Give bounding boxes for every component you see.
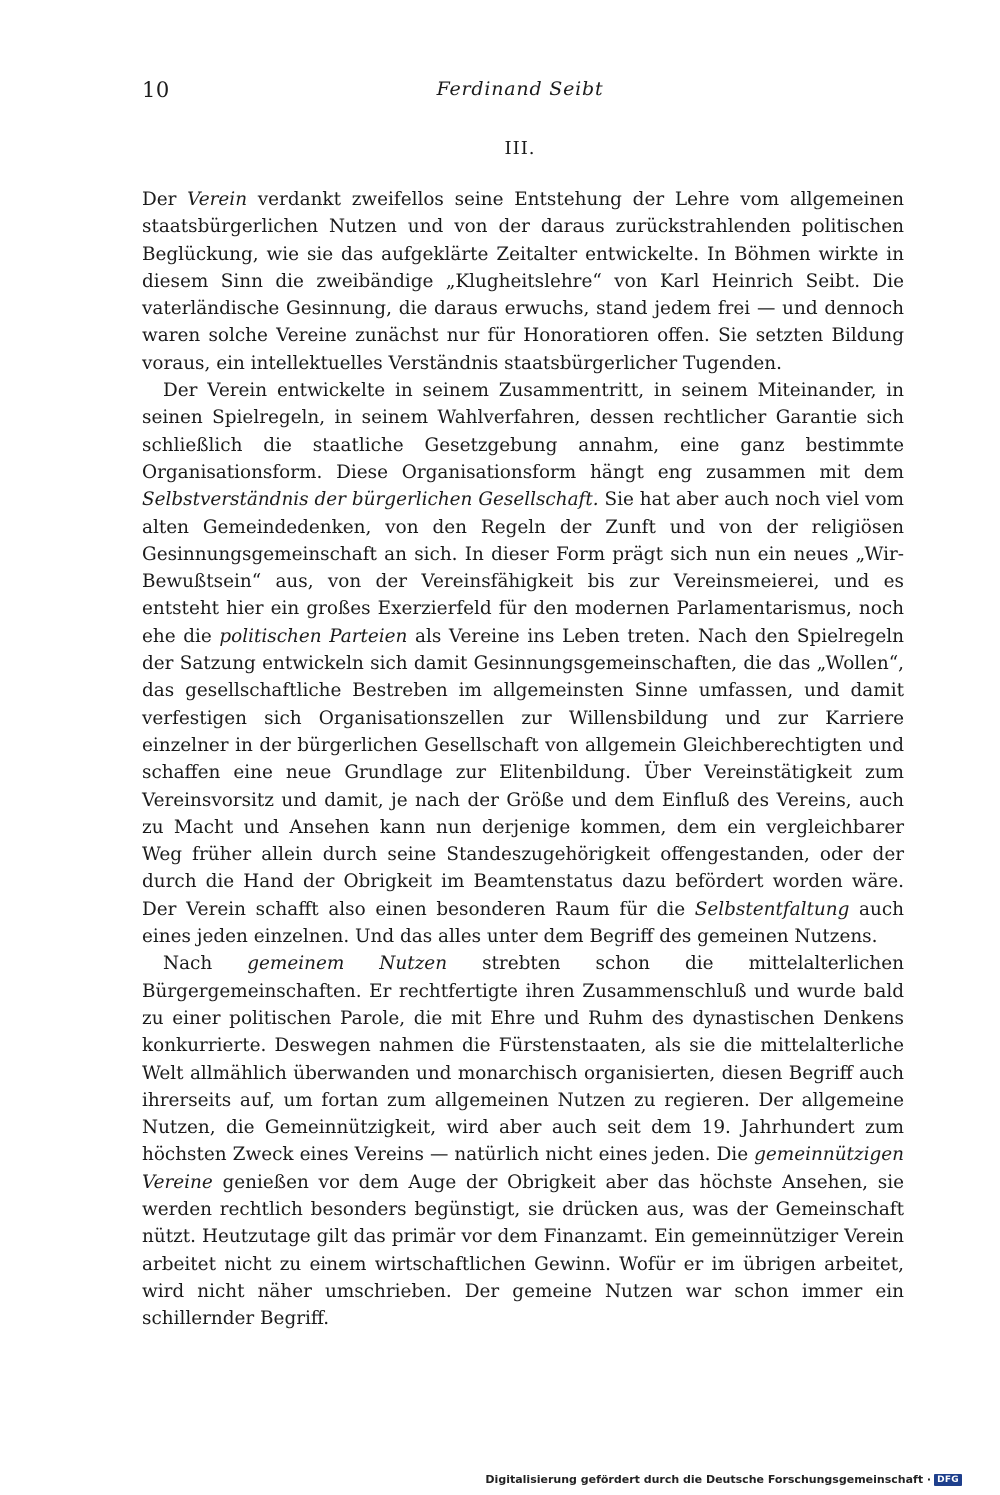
footer-credit-text: Digitalisierung gefördert durch die Deutsche Forschungsgemeinschaft · bbox=[485, 1473, 932, 1486]
body-text bbox=[142, 186, 904, 1332]
paragraph bbox=[142, 186, 904, 377]
text-run: als Vereine ins Leben treten. Nach den Spielregeln der Satzung entwickeln sich damit Gesinnungsgemeinschaften, die das „Wollen“, das gesellschaftliche Bestreben im allgemeinsten Sinne umfassen, und damit verfestigen sich Organisationszellen zur Willensbildung und zur Karriere einzelner in der bürgerlichen Gesellschaft von allgemein Gleichberechtigten und schaffen eine neue Grundlage zur Elitenbildung. Über Vereinstätigkeit zum Vereinsvorsitz und damit, je nach der Größe und dem Einfluß des Vereins, auch zu Macht und Ansehen kann nun derjenige kommen, dem ein vergleichbarer Weg früher allein durch seine Standeszugehörigkeit offengestanden, oder der durch die Hand der Obrigkeit im Beamtenstatus dazu befördert worden wäre. Der Verein schafft also einen besonderen Raum für die bbox=[142, 625, 904, 920]
running-head: Ferdinand Seibt bbox=[436, 78, 604, 100]
emphasis-text: Selbstverständnis der bürgerlichen Gesellschaft. bbox=[142, 489, 599, 511]
text-run: Der bbox=[142, 189, 188, 210]
emphasis-text: Selbstentfaltung bbox=[694, 898, 850, 920]
section-number: III. bbox=[504, 138, 536, 159]
text-run: strebten schon die mittelalterlichen Bürgergemeinschaften. Er rechtfertigte ihren Zusammenschluß und wurde bald zu einer politischen Parole, die mit Ehre und Ruhm des dynastischen Denkens konkurrierte. Deswegen nahmen die Fürstenstaaten, als sie die mittelalterliche Welt allmählich überwanden und monarchisch organisierten, diesen Begriff auch ihrerseits auf, um fortan zum allgemeinen Nutzen zu regieren. Der allgemeine Nutzen, die Gemeinnützigkeit, wird aber auch seit dem 19. Jahrhundert zum höchsten Zweck eines Vereins — natürlich nicht eines jeden. Die bbox=[142, 953, 905, 1166]
footer-credit bbox=[485, 1473, 962, 1486]
text-run: Nach bbox=[163, 953, 248, 975]
emphasis-text: Verein bbox=[187, 189, 248, 210]
page-number: 10 bbox=[142, 78, 170, 102]
text-run: Sie hat aber auch noch viel vom alten Gemeindedenken, von den Regeln der Zunft und von der religiösen Gesinnungsgemeinschaft an sich. In dieser Form prägt sich nun ein neues „Wir-Bewußtsein“ aus, von der Vereinsfähigkeit bis zur Vereinsmeierei, und es entsteht hier ein großes Exerzierfeld für den modernen Parlamentarismus, noch ehe die bbox=[142, 489, 904, 647]
text-run: Der Verein entwickelte in seinem Zusammentritt, in seinem Miteinander, in seinen Spielregeln, in seinem Wahlverfahren, dessen rechtlicher Garantie sich schließlich die staatliche Gesetzgebung annahm, eine ganz bestimmte Organisationsform. Diese Organisationsform hängt eng zusammen mit dem bbox=[142, 380, 904, 483]
emphasis-text: politischen Parteien bbox=[219, 625, 408, 647]
paragraph bbox=[142, 950, 904, 1332]
emphasis-text: gemeinnützigen Vereine bbox=[142, 1144, 904, 1193]
emphasis-text: gemeinem Nutzen bbox=[247, 953, 448, 975]
text-run: genießen vor dem Auge der Obrigkeit aber das höchste Ansehen, sie werden rechtlich besonders begünstigt, sie drücken aus, was der Gemeinschaft nützt. Heutzutage gilt das primär vor dem Finanzamt. Ein gemeinnütziger Verein arbeitet nicht zu einem wirtschaftlichen Gewinn. Wofür er im übrigen arbeitet, wird nicht näher umschrieben. Der gemeine Nutzen war schon immer ein schillernder Begriff. bbox=[142, 1171, 904, 1330]
text-run: verdankt zweifellos seine Entstehung der Lehre vom allgemeinen staatsbürgerlichen Nutzen und von der daraus zurückstrahlenden politischen Beglückung, wie sie das aufgeklärte Zeitalter entwickelte. In Böhmen wirkte in diesem Sinn die zweibändige „Klugheitslehre“ von Karl Heinrich Seibt. Die vaterländische Gesinnung, die daraus erwuchs, stand jedem frei — und dennoch waren solche Vereine zunächst nur für Honoratioren offen. Sie setzten Bildung voraus, ein intellektuelles Verständnis staatsbürgerlicher Tugenden. bbox=[142, 189, 904, 374]
dfg-logo: DFG bbox=[934, 1474, 962, 1486]
paragraph bbox=[142, 377, 904, 950]
text-run: auch eines jeden einzelnen. Und das alles unter dem Begriff des gemeinen Nutzens. bbox=[142, 898, 904, 948]
